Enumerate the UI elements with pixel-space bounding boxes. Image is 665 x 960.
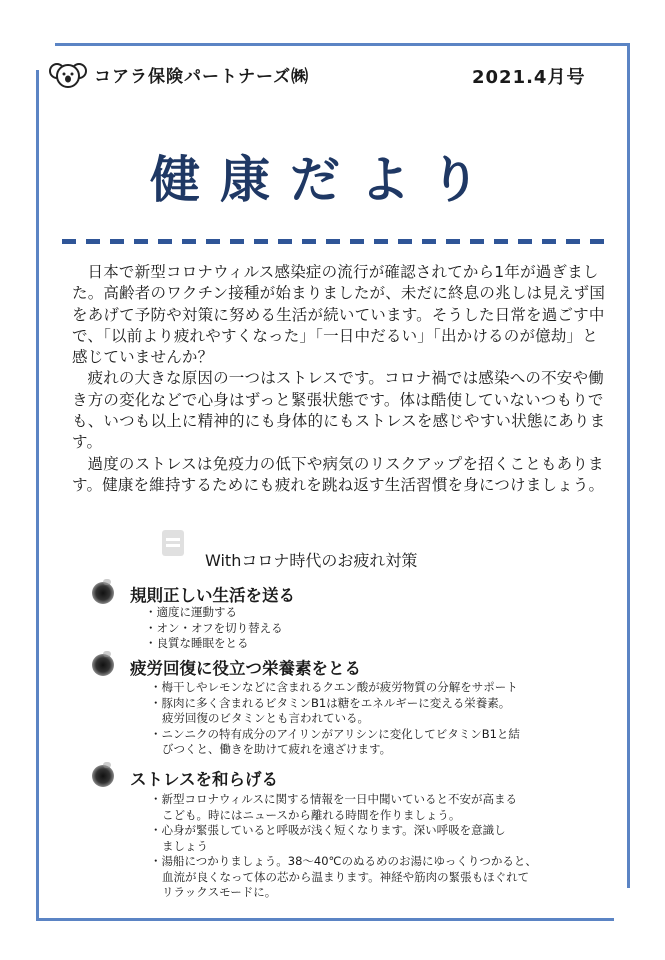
topic-item-list xyxy=(150,792,537,901)
koala-logo-icon xyxy=(48,59,88,91)
list-item: ・良質な睡眠をとる xyxy=(145,636,249,650)
list-item: ・豚肉に多く含まれるビタミンB1は糖をエネルギーに変える栄養素。 xyxy=(150,695,511,710)
frame-top-line xyxy=(55,43,630,46)
bullet-icon xyxy=(92,654,114,676)
list-item: ・湯船につかりましょう。38〜40℃のぬるめのお湯にゆっくりつかると、 xyxy=(150,854,537,868)
topic-heading: ストレスを和らげる xyxy=(130,770,279,789)
intro-paragraph: 日本で新型コロナウィルス感染症の流行が確認されてから1年が過ぎました。高齢者のワクチン接種が始まりましたが、未だに終息の兆しは見えず国をあげて予防や対策に努める生活が続いています。そうした日常を過ごす中で、「以前より疲れやすくなった」「一日中だるい」「出かけるのが億劫」と感じていませんか？ xyxy=(72,263,606,367)
list-item: こども。時にはニュースから離れる時間を作りましょう。 xyxy=(162,807,461,822)
list-item: 血流が良くなって体の芯から温まります。神経や筋肉の緊張もほぐれて xyxy=(162,869,530,884)
list-item: ましょう xyxy=(162,838,208,853)
list-item: びつくと、働きを助けて疲れを遠ざけます。 xyxy=(162,742,392,756)
intro-text xyxy=(72,262,608,496)
dashed-divider xyxy=(62,239,607,244)
list-item: ・新型コロナウィルスに関する情報を一日中聞いていると不安が高まる xyxy=(150,792,517,806)
list-item: ・ニンニクの特有成分のアイリンがアリシンに変化してビタミンB1と結 xyxy=(150,726,520,741)
page-icon xyxy=(160,528,186,558)
frame-right-line xyxy=(627,43,630,888)
list-item: リラックスモードに。 xyxy=(162,885,277,899)
list-item: ・心身が緊張していると呼吸が浅く短くなります。深い呼吸を意識し xyxy=(150,823,506,837)
topic-heading: 疲労回復に役立つ栄養素をとる xyxy=(130,659,361,678)
intro-paragraph: 疲れの大きな原因の一つはストレスです。コロナ禍では感染への不安や働き方の変化などで心身はずっと緊張状態です。体は酷使していないつもりでも、いつも以上に精神的にも身体的にもストレスを感じやすい状態にあります。 xyxy=(72,369,606,452)
page-title: 健康だより xyxy=(150,151,500,209)
intro-paragraph: 過度のストレスは免疫力の低下や病気のリスクアップを招くこともあります。健康を維持するためにも疲れを跳ね返す生活習慣を身につけましょう。 xyxy=(72,454,605,494)
company-name: コアラ保険パートナーズ㈱ xyxy=(94,67,310,87)
frame-left-line xyxy=(36,70,39,920)
topic-heading: 規則正しい生活を送る xyxy=(130,586,295,605)
bullet-icon xyxy=(92,765,114,787)
topic-item-list xyxy=(145,605,283,652)
list-item: ・オン・オフを切り替える xyxy=(145,620,283,635)
topic-item-list xyxy=(150,680,520,758)
list-item: ・適度に運動する xyxy=(145,605,237,619)
list-item: ・梅干しやレモンなどに含まれるクエン酸が疲労物質の分解をサポート xyxy=(150,680,518,694)
frame-bottom-line xyxy=(36,918,614,921)
bullet-icon xyxy=(92,582,114,604)
issue-date: 2021.4月号 xyxy=(472,67,586,88)
list-item: 疲労回復のビタミンとも言われている。 xyxy=(162,711,369,725)
section-title: Withコロナ時代のお疲れ対策 xyxy=(205,551,418,570)
